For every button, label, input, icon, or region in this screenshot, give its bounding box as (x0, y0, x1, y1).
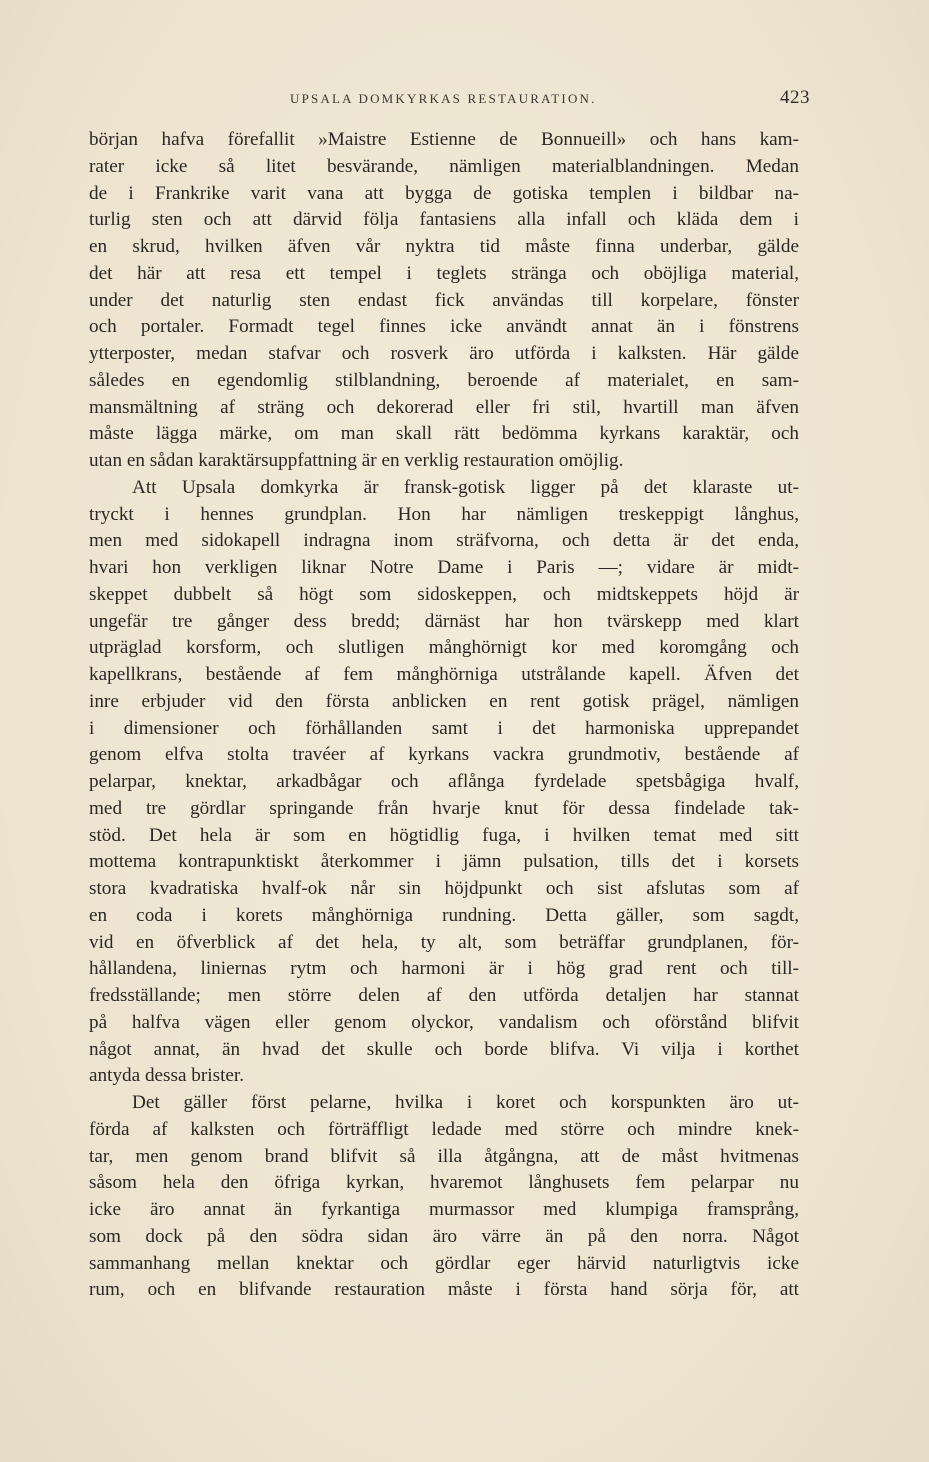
running-title: UPSALA DOMKYRKAS RESTAURATION. (290, 91, 597, 106)
text-line: således en egendomlig stilblandning, beroende af materialet, en sam- (89, 369, 799, 391)
text-line: tryckt i hennes grundplan. Hon har nämligen treskeppigt långhus, (89, 503, 799, 525)
text-line: pelarpar, knektar, arkadbågar och aflånga fyrdelade spetsbågiga hvalf, (89, 771, 799, 792)
text-line: med tre gördlar springande från hvarje knut för dessa findelade tak- (89, 797, 799, 819)
text-line: mottema kontrapunktiskt återkommer i jämn pulsation, tills det i korsets (89, 851, 799, 873)
text-line: början hafva förefallit »Maistre Estienne de Bonnueill» och hans kam- (89, 129, 799, 150)
page-number: 423 (780, 87, 810, 108)
text-line: det här att resa ett tempel i teglets stränga och oböjliga material, (89, 262, 799, 284)
text-line: förda af kalksten och förträffligt ledade med större och mindre knek- (89, 1118, 799, 1140)
text-line: vid en öfverblick af det hela, ty alt, som beträffar grundplanen, för- (89, 931, 799, 953)
text-line: måste lägga märke, om man skall rätt bedömma kyrkans karaktär, och (89, 423, 799, 445)
text-line: hvari hon verkligen liknar Notre Dame i Paris —; vidare är midt- (89, 557, 799, 578)
text-line: icke äro annat än fyrkantiga murmassor med klumpiga framsprång, (89, 1199, 799, 1220)
text-line: i dimensioner och förhållanden samt i det harmoniska upprepandet (89, 717, 799, 739)
text-line: rater icke så litet besvärande, nämligen materialblandningen. Medan (89, 155, 799, 177)
text-line: på halfva vägen eller genom olyckor, vandalism och oförstånd blifvit (89, 1011, 799, 1033)
text-line: ytterposter, medan stafvar och rosverk äro utförda i kalksten. Här gälde (89, 343, 799, 364)
text-line: de i Frankrike varit vana att bygga de gotiska templen i bildbar na- (89, 182, 799, 204)
text-line: under det naturlig sten endast fick användas till korpelare, fönster (89, 289, 799, 311)
text-line: genom elfva stolta travéer af kyrkans vackra grundmotiv, bestående af (89, 744, 799, 766)
text-line: rum, och en blifvande restauration måste i första hand sörja för, att (89, 1279, 799, 1301)
text-line: som dock på den södra sidan äro värre än på den norra. Något (89, 1225, 799, 1247)
text-line: en coda i korets månghörniga rundning. Detta gäller, som sagdt, (89, 904, 799, 926)
text-line: en skrud, hvilken äfven vår nyktra tid måste finna underbar, gälde (89, 236, 799, 257)
text-line: ungefär tre gånger dess bredd; därnäst har hon tvärskepp med klart (89, 610, 799, 632)
text-line: antyda dessa brister. (89, 1065, 245, 1087)
text-line: hållandena, liniernas rytm och harmoni är i hög grad rent och till- (89, 958, 799, 980)
text-line: något annat, än hvad det skulle och borde blifva. Vi vilja i korthet (89, 1038, 799, 1060)
text-line: kapellkrans, bestående af fem månghörniga utstrålande kapell. Äfven det (89, 664, 799, 685)
text-line: mansmältning af sträng och dekorerad eller fri stil, hvartill man äfven (89, 396, 799, 418)
text-line: Det gäller först pelarne, hvilka i koret och korspunkten äro ut- (132, 1092, 799, 1113)
text-line: turlig sten och att därvid följa fantasiens alla infall och kläda dem i (89, 209, 799, 231)
body-text (89, 127, 799, 1304)
text-line: stora kvadratiska hvalf-ok når sin höjdpunkt och sist afslutas som af (89, 878, 799, 899)
running-header (290, 89, 810, 113)
text-line: utan en sådan karaktärsuppfattning är en verklig restauration omöjlig. (89, 450, 624, 471)
text-line: tar, men genom brand blifvit så illa åtgångna, att de måst hvitmenas (89, 1145, 799, 1167)
text-line: sammanhang mellan knektar och gördlar eger härvid naturligtvis icke (89, 1252, 799, 1274)
text-line: inre erbjuder vid den första anblicken en rent gotisk prägel, nämligen (89, 690, 799, 712)
text-line: men med sidokapell indragna inom sträfvorna, och detta är det enda, (89, 530, 799, 552)
text-line: utpräglad korsform, och slutligen månghörnigt kor med koromgång och (89, 637, 799, 659)
text-line: och portaler. Formadt tegel finnes icke användt annat än i fönstrens (89, 316, 799, 338)
text-line: stöd. Det hela är som en högtidlig fuga, i hvilken temat med sitt (89, 824, 799, 846)
text-line: Att Upsala domkyrka är fransk-gotisk ligger på det klaraste ut- (132, 476, 799, 498)
text-line: fredsställande; men större delen af den utförda detaljen har stannat (89, 985, 799, 1006)
text-line: såsom hela den öfriga kyrkan, hvaremot långhusets fem pelarpar nu (89, 1172, 799, 1194)
text-line: skeppet dubbelt så högt som sidoskeppen, och midtskeppets höjd är (89, 583, 799, 605)
